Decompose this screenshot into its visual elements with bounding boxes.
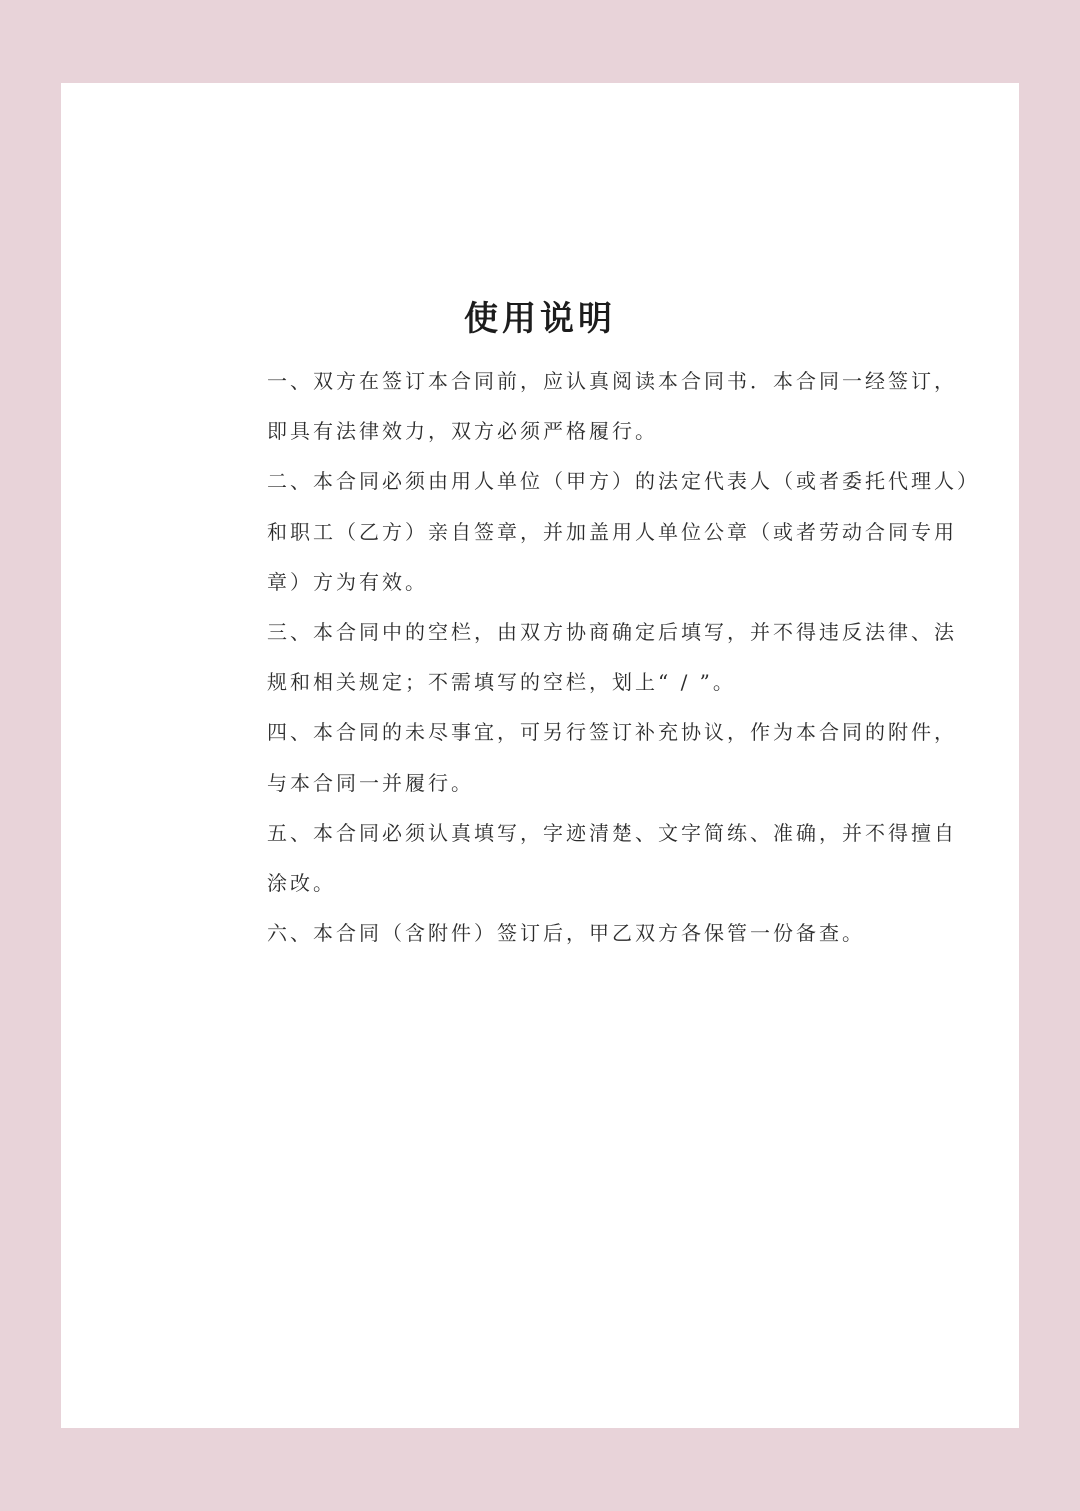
page-title: 使用说明	[464, 299, 616, 339]
text-line: 规和相关规定；不需填写的空栏，划上“ / ”。	[267, 670, 736, 695]
text-line: 二、本合同必须由用人单位（甲方）的法定代表人（或者委托代理人）	[267, 469, 980, 494]
text-line: 一、双方在签订本合同前，应认真阅读本合同书．本合同一经签订，	[267, 369, 957, 393]
text-line: 四、本合同的未尽事宜，可另行签订补充协议，作为本合同的附件，	[267, 720, 957, 745]
text-line: 和职工（乙方）亲自签章，并加盖用人单位公章（或者劳动合同专用	[267, 519, 957, 544]
text-line: 三、本合同中的空栏，由双方协商确定后填写，并不得违反法律、法	[267, 619, 957, 644]
text-line: 五、本合同必须认真填写，字迹清楚、文字简练、准确，并不得擅自	[267, 820, 957, 845]
text-line: 即具有法律效力，双方必须严格履行。	[267, 419, 658, 444]
text-line: 涂改。	[267, 870, 336, 895]
text-line: 六、本合同（含附件）签订后，甲乙双方各保管一份备查。	[267, 921, 865, 946]
instructions-body	[267, 356, 980, 958]
document-page	[61, 83, 1019, 1428]
text-line: 章）方为有效。	[267, 569, 428, 594]
text-line: 与本合同一并履行。	[267, 770, 474, 795]
